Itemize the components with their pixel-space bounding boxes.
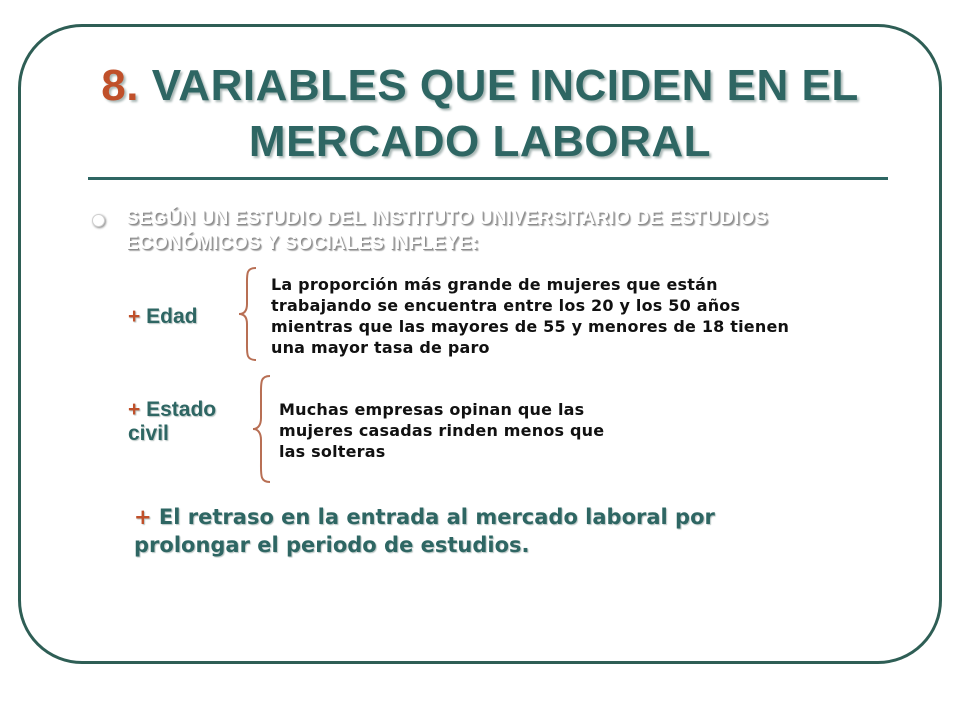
slide-title — [60, 58, 900, 170]
variable-label-text: Edad — [146, 305, 198, 328]
variable-description-edad: La proporción más grande de mujeres que están trabajando se encuentra entre los 20 y los 50 años mientras que las mayores de 55 y menores de 18 tienen una mayor tasa de paro — [271, 275, 790, 357]
extra-factor-text: El retraso en la entrada al mercado laboral por prolongar el periodo de estudios. — [134, 505, 715, 557]
plus-sign: + — [128, 305, 141, 328]
plus-sign: + — [128, 398, 141, 421]
variable-label-edad — [128, 305, 197, 329]
variable-label-text: Estado civil — [128, 398, 217, 445]
variable-description-estado-civil: Muchas empresas opinan que las mujeres casadas rinden menos que las solteras — [279, 400, 605, 461]
title-text: VARIABLES QUE INCIDEN EN EL MERCADO LABORAL — [151, 61, 859, 166]
title-number: 8. — [101, 61, 139, 110]
variable-label-estado-civil — [128, 398, 248, 446]
bullet-dot-icon — [92, 214, 105, 227]
extra-factor — [134, 503, 834, 559]
plus-sign: + — [134, 505, 152, 529]
curly-brace-icon — [250, 374, 274, 484]
bullet-text: SEGÚN UN ESTUDIO DEL INSTITUTO UNIVERSITARIO DE ESTUDIOS ECONÓMICOS Y SOCIALES INFLEYE: — [126, 208, 768, 254]
curly-brace-icon — [236, 266, 260, 362]
title-divider — [88, 177, 888, 180]
